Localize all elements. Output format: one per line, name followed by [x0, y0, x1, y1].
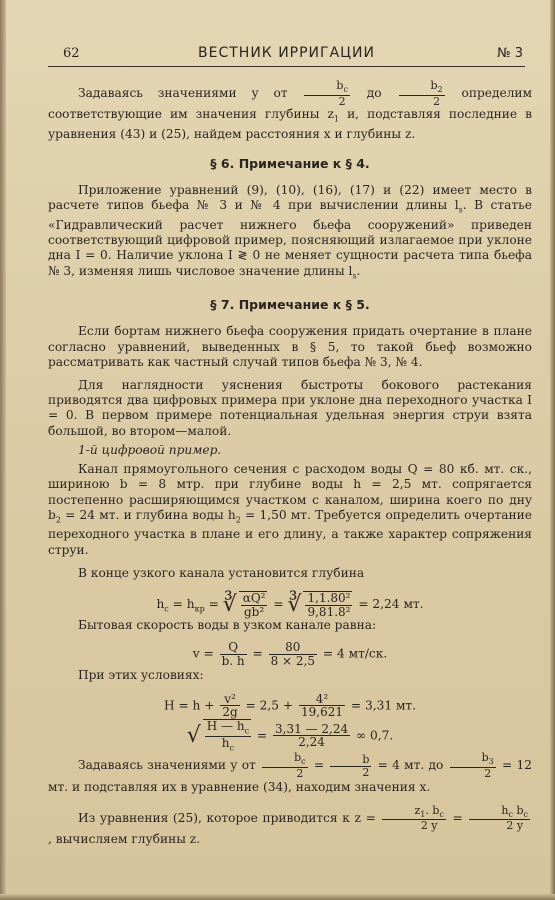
depth-intro: В конце узкого канала установится глубина: [78, 565, 365, 580]
numerator: H — h: [206, 718, 245, 733]
denominator: 19,621: [300, 705, 343, 720]
section-7-paragraph-2: Для наглядности уяснения быстроты бокового растекания приводятся два цифровых примера при уклоне дна переходного участка I = 0. В первом примере потенциальная удельная энергия струи взята большой, во втором—малой.: [48, 378, 532, 438]
numerator: h: [501, 803, 509, 817]
denominator: gb²: [244, 604, 265, 619]
fraction: [273, 723, 350, 749]
denominator: 2: [338, 94, 346, 108]
eq-term: = h: [172, 597, 195, 612]
numerator: 80: [269, 641, 317, 655]
article-body: [48, 80, 532, 847]
equation-ratio: √ $\frac{H — h_c}{h_c}$ = $\frac{3,31 — 2,24}{2,24}$ ∞ 0,7.: [186, 718, 394, 753]
numerator: Q: [220, 641, 247, 655]
text-run: . В статье «Гидравлический расчет нижнего бьефа сооружений» приведен соответствующий цифровой пример, поясняющий излагаемое при уклоне дна I = 0. Наличие уклона I ≷ 0 не меняет сущности расчета типа бьефа № 3, изменяя лишь числовое значение длины l: [48, 198, 532, 278]
fraction: $\frac{H — h_c}{h_c}$: [203, 719, 251, 753]
final-paragraph: Из уравнения (25), которое приводится к z = $\frac{z_1. b_c}{2 y}$ = $\frac{h_c b_c}{2 y}$ , вычисляем глубины z.: [48, 803, 528, 846]
denominator: 2: [362, 765, 370, 779]
fraction: $\frac{z_1. b_c}{2 y}$: [382, 805, 445, 832]
fraction: $\frac{h_c b_c}{2 y}$: [469, 805, 530, 832]
text-run: = 1,50 мт. Требуется определить очертание переходного участка в плане и его длину, а также характер сопряжения струи.: [48, 507, 532, 557]
journal-title: ВЕСТНИК ИРРИГАЦИИ: [198, 45, 375, 61]
equation-critical-depth: $h_c = h_{кр}$ = ∛ $\frac{\text{αQ²}}{\text{gb²}}$ = ∛ $\frac{\text{1,1.80²}}{\text{9,81.8²}}$ = 2,24 мт.: [156, 590, 424, 619]
intro-paragraph: Задаваясь значениями у от $\frac{b_c}{2}$ до $\frac{b_2}{2}$ определим соответствующие им значения глубины $z_1$ и, подставляя последние в уравнения (43) и (25), найдем расстояния x и глубины z.: [48, 79, 533, 141]
example-paragraph: Канал прямоугольного сечения с расходом воды Q = 80 кб. мт. ск., шириною b = 8 мтр. при глубине воды h = 2,5 мт. сопрягается постепенно расширяющимся участком с каналом, ширина коего по дну $b_2 = 24$ мт. и глубина воды $h_2 = 1,50$ мт. Требуется определить очертание переходного участка в плане и его длину, а также характер сопряжения струи.: [48, 462, 532, 557]
velocity-intro: Бытовая скорость воды в узком канале равна:: [78, 618, 377, 633]
text-run: определим соответствующие им значения глубины z: [48, 86, 533, 122]
fraction: [303, 591, 352, 618]
square-root-symbol: √: [186, 722, 201, 748]
fraction: [220, 641, 247, 667]
cube-root-symbol: ∛: [222, 591, 237, 617]
equation-velocity: v = $\frac{Q}{b. h}$ = $\frac{80}{8 \times 2,5}$ = 4 мт/ск.: [192, 640, 388, 668]
fraction: [220, 693, 239, 719]
numerator: 3,31 — 2,24: [275, 721, 349, 736]
denominator: 2g: [222, 705, 238, 720]
page-edge-bottom: [0, 894, 555, 900]
numerator: b: [294, 751, 302, 765]
text-run: и, подставляя последние в уравнения (43) и (25), найдем расстояния x и глубины z.: [48, 107, 533, 141]
numerator: v²: [220, 693, 239, 707]
running-header: [48, 44, 525, 67]
denominator: 2: [484, 767, 492, 781]
fraction: [239, 591, 268, 618]
numerator: z: [414, 803, 421, 817]
fraction: [299, 693, 345, 719]
denominator: b. h: [221, 653, 245, 668]
eq-term: = 2,5 +: [245, 698, 294, 713]
conditions-intro: При этих условиях:: [78, 667, 204, 682]
section-6-paragraph: Приложение уравнений (9), (10), (16), (17) и (22) имеет место в расчете типов бьефа № 3 и № 4 при вычислении длины $l_s$. В статье «Гидравлический расчет нижнего бьефа сооружений» приведен соответствующий цифровой пример, поясняющий излагаемое при уклоне дна I = 0. Наличие уклона I ≷ 0 не меняет сущности расчета типа бьефа № 3, изменяя лишь числовое значение длины $l_s$.: [48, 183, 532, 281]
text-run: = 24 мт. и глубина воды h: [60, 507, 236, 522]
fraction: $\frac{b_c}{2}$: [262, 752, 308, 779]
example-label: 1-й цифровой пример.: [78, 442, 222, 457]
eq-term: H = h +: [163, 698, 215, 713]
cube-root-symbol: ∛: [287, 591, 302, 617]
eq-result: = 2,24 мт.: [358, 597, 424, 612]
denominator: 8 × 2,5: [270, 653, 316, 668]
text-run: , вычисляем глубины z.: [48, 831, 201, 846]
eq-result: = 4 мт/ск.: [322, 646, 388, 661]
eq-result: ∞ 0,7.: [355, 728, 394, 743]
fraction: $\frac{b_c}{2}$: [304, 80, 350, 107]
fraction: $\frac{b_2}{2}$: [399, 80, 445, 107]
section-6-title: § 6. Примечание к § 4.: [210, 155, 370, 171]
denominator: 2: [433, 94, 441, 108]
numerator: 4²: [299, 693, 345, 707]
text-run: = 4 мт. до: [377, 758, 444, 773]
numerator: b: [336, 79, 344, 92]
text-run: Задаваясь значениями у от: [78, 86, 288, 101]
text-run: Задаваясь значениями у от: [78, 758, 256, 773]
numerator: b: [330, 754, 371, 767]
denominator: 2 y: [420, 819, 438, 833]
page-number: 62: [63, 46, 80, 61]
denominator: 2 y: [506, 819, 524, 833]
equation-energy: [48, 693, 532, 719]
eq-result: = 3,31 мт.: [350, 698, 417, 713]
fraction: [330, 754, 371, 778]
section-7-paragraph-1: Если бортам нижнего бьефа сооружения придать очертание в плане согласно уравнений, выведенных в § 5, то такой бьеф возможно рассматривать как частный случай типов бьефа № 3, № 4.: [48, 324, 532, 369]
eq-term: v =: [192, 646, 214, 661]
text-run: Канал прямоугольного сечения с расходом воды Q = 80 кб. мт. ск., шириною b = 8 мтр. при глубине воды h = 2,5 мт. сопрягается постепенно расширяющимся участком с каналом, ширина коего по дну b: [48, 462, 532, 522]
text-run: до: [366, 86, 382, 101]
denominator: 2,24: [298, 735, 325, 750]
range-paragraph: Задаваясь значениями у от $\frac{b_c}{2}$ = $\frac{b}{2}$ = 4 мт. до $\frac{b_3}{2}$ = 12 мт. и подставляя их в уравнение (34), находим значения x.: [48, 751, 533, 794]
page-edge-right: [550, 0, 555, 900]
denominator: 9,81.8²: [307, 604, 351, 619]
numerator: b: [481, 751, 489, 765]
numerator: αQ²: [242, 590, 266, 605]
denominator: 2: [296, 767, 304, 781]
section-7-title: § 7. Примечание к § 5.: [210, 297, 370, 313]
text-run: Из уравнения (25), которое приводится к z =: [78, 810, 376, 825]
text-run: .: [356, 263, 361, 278]
text-run: = 12 мт. и подставляя их в уравнение (34), находим значения x.: [48, 758, 533, 794]
numerator: 1,1.80²: [307, 590, 351, 605]
denominator: h: [221, 735, 230, 750]
text-run: Приложение уравнений (9), (10), (16), (17) и (22) имеет место в расчете типов бьефа № 3 и № 4 при вычислении длины l: [48, 183, 532, 213]
issue-number: № 3: [497, 46, 523, 61]
fraction: $\frac{b_3}{2}$: [450, 752, 496, 779]
numerator: b: [430, 79, 438, 92]
eq-term: h: [156, 597, 165, 612]
page-edge-left: [0, 0, 6, 900]
fraction: [269, 641, 317, 667]
